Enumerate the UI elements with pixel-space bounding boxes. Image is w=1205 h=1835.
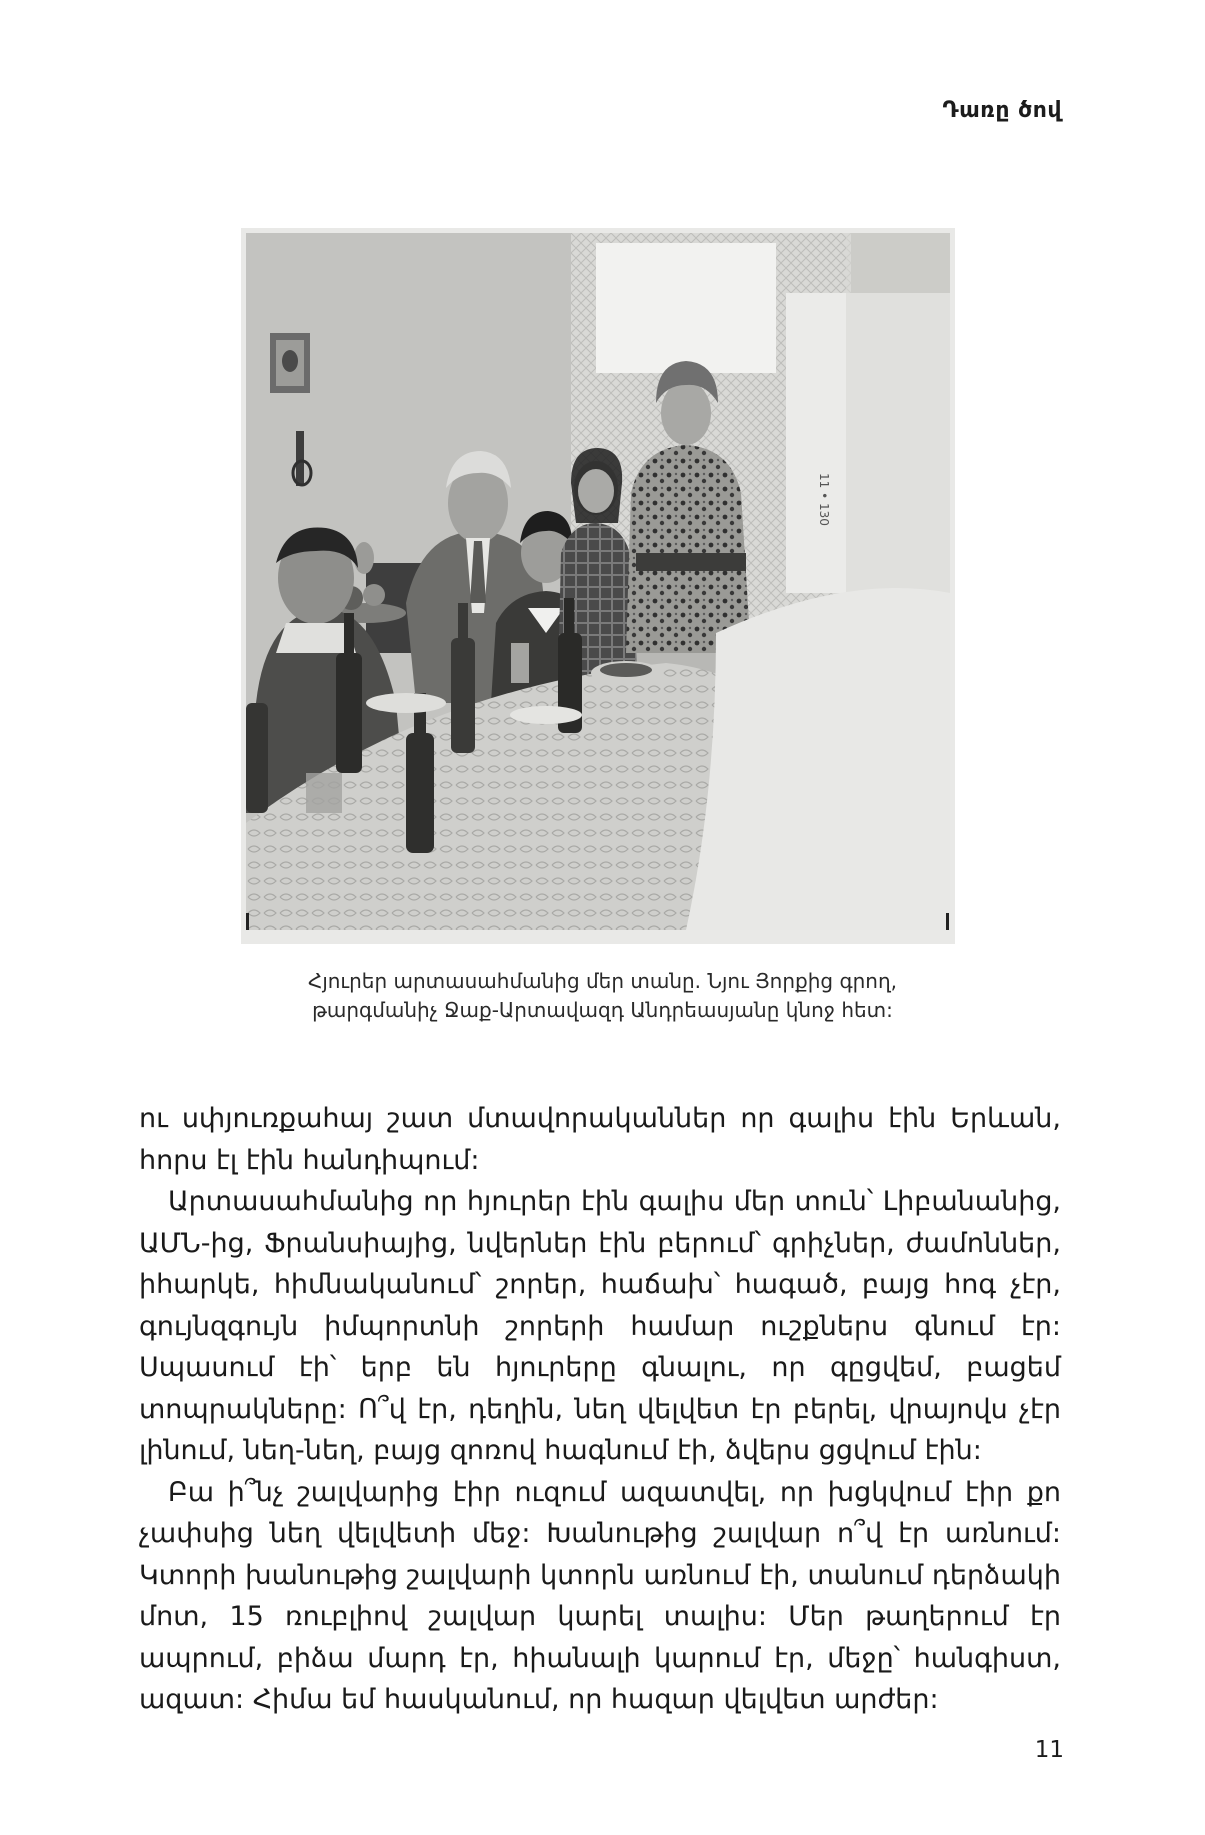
paragraph-1: ու սփյուռքահայ շատ մտավորականներ որ գալիս էին Երևան, հորս էլ էին հանդիպում: [139, 1103, 1061, 1176]
family-photo-image [246, 233, 950, 930]
paragraph-2: Արտասահմանից որ հյուրեր էին գալիս մեր տուն՝ Լիբանանից, ԱՄՆ-ից, Ֆրանսիայից, նվերներ էին բերում՝ գրիչներ, ժամոններ, իհարկե, հիմնականում՝ շորեր, հաճախ՝ հագած, բայց հոգ չէր, գույնզգույն իմպորտնի շորերի համար ուշքներս գնում էր: Սպասում էի՝ երբ են հյուրերը գնալու, որ գըցվեմ, բացեմ տոպրակները: Ո՞վ էր, դեղին, նեղ վելվետ էր բերել, վրայովս չէր լինում, նեղ-նեղ, բայց զոռով հագնում էի, ձվերս ցցվում էին: [139, 1186, 1061, 1466]
page-number: 11 [1034, 1737, 1064, 1763]
frame-marks: 11 • 130 [817, 473, 831, 526]
caption-line-2: թարգմանիչ Ջաք-Արտավազդ Անդրեասյանը կնոջ հետ: [312, 998, 893, 1022]
photo-caption [0, 967, 1205, 1025]
body-text [139, 1098, 1061, 1721]
family-photo [241, 228, 955, 944]
running-header-title: Դառը ծով [942, 98, 1062, 123]
caption-line-1: Հյուրեր արտասահմանից մեր տանը. Նյու Յորքից գրող, [308, 969, 897, 993]
paragraph-3: Բա ի՞նչ շալվարից էիր ուզում ազատվել, որ խցկվում էիր քո չափսից նեղ վելվետի մեջ: Խանութից շալվար ո՞վ էր առնում: Կտորի խանութից շալվարի կտորն առնում էի, տանում դերձակի մոտ, 15 ռուբլիով շալվար կարել տալիս: Մեր թաղերում էր ապրում, բիձա մարդ էր, հիանալի կարում էր, մեջը՝ հանգիստ, ազատ: Հիմա եմ հասկանում, որ հազար վելվետ արժեր: [139, 1476, 1061, 1715]
